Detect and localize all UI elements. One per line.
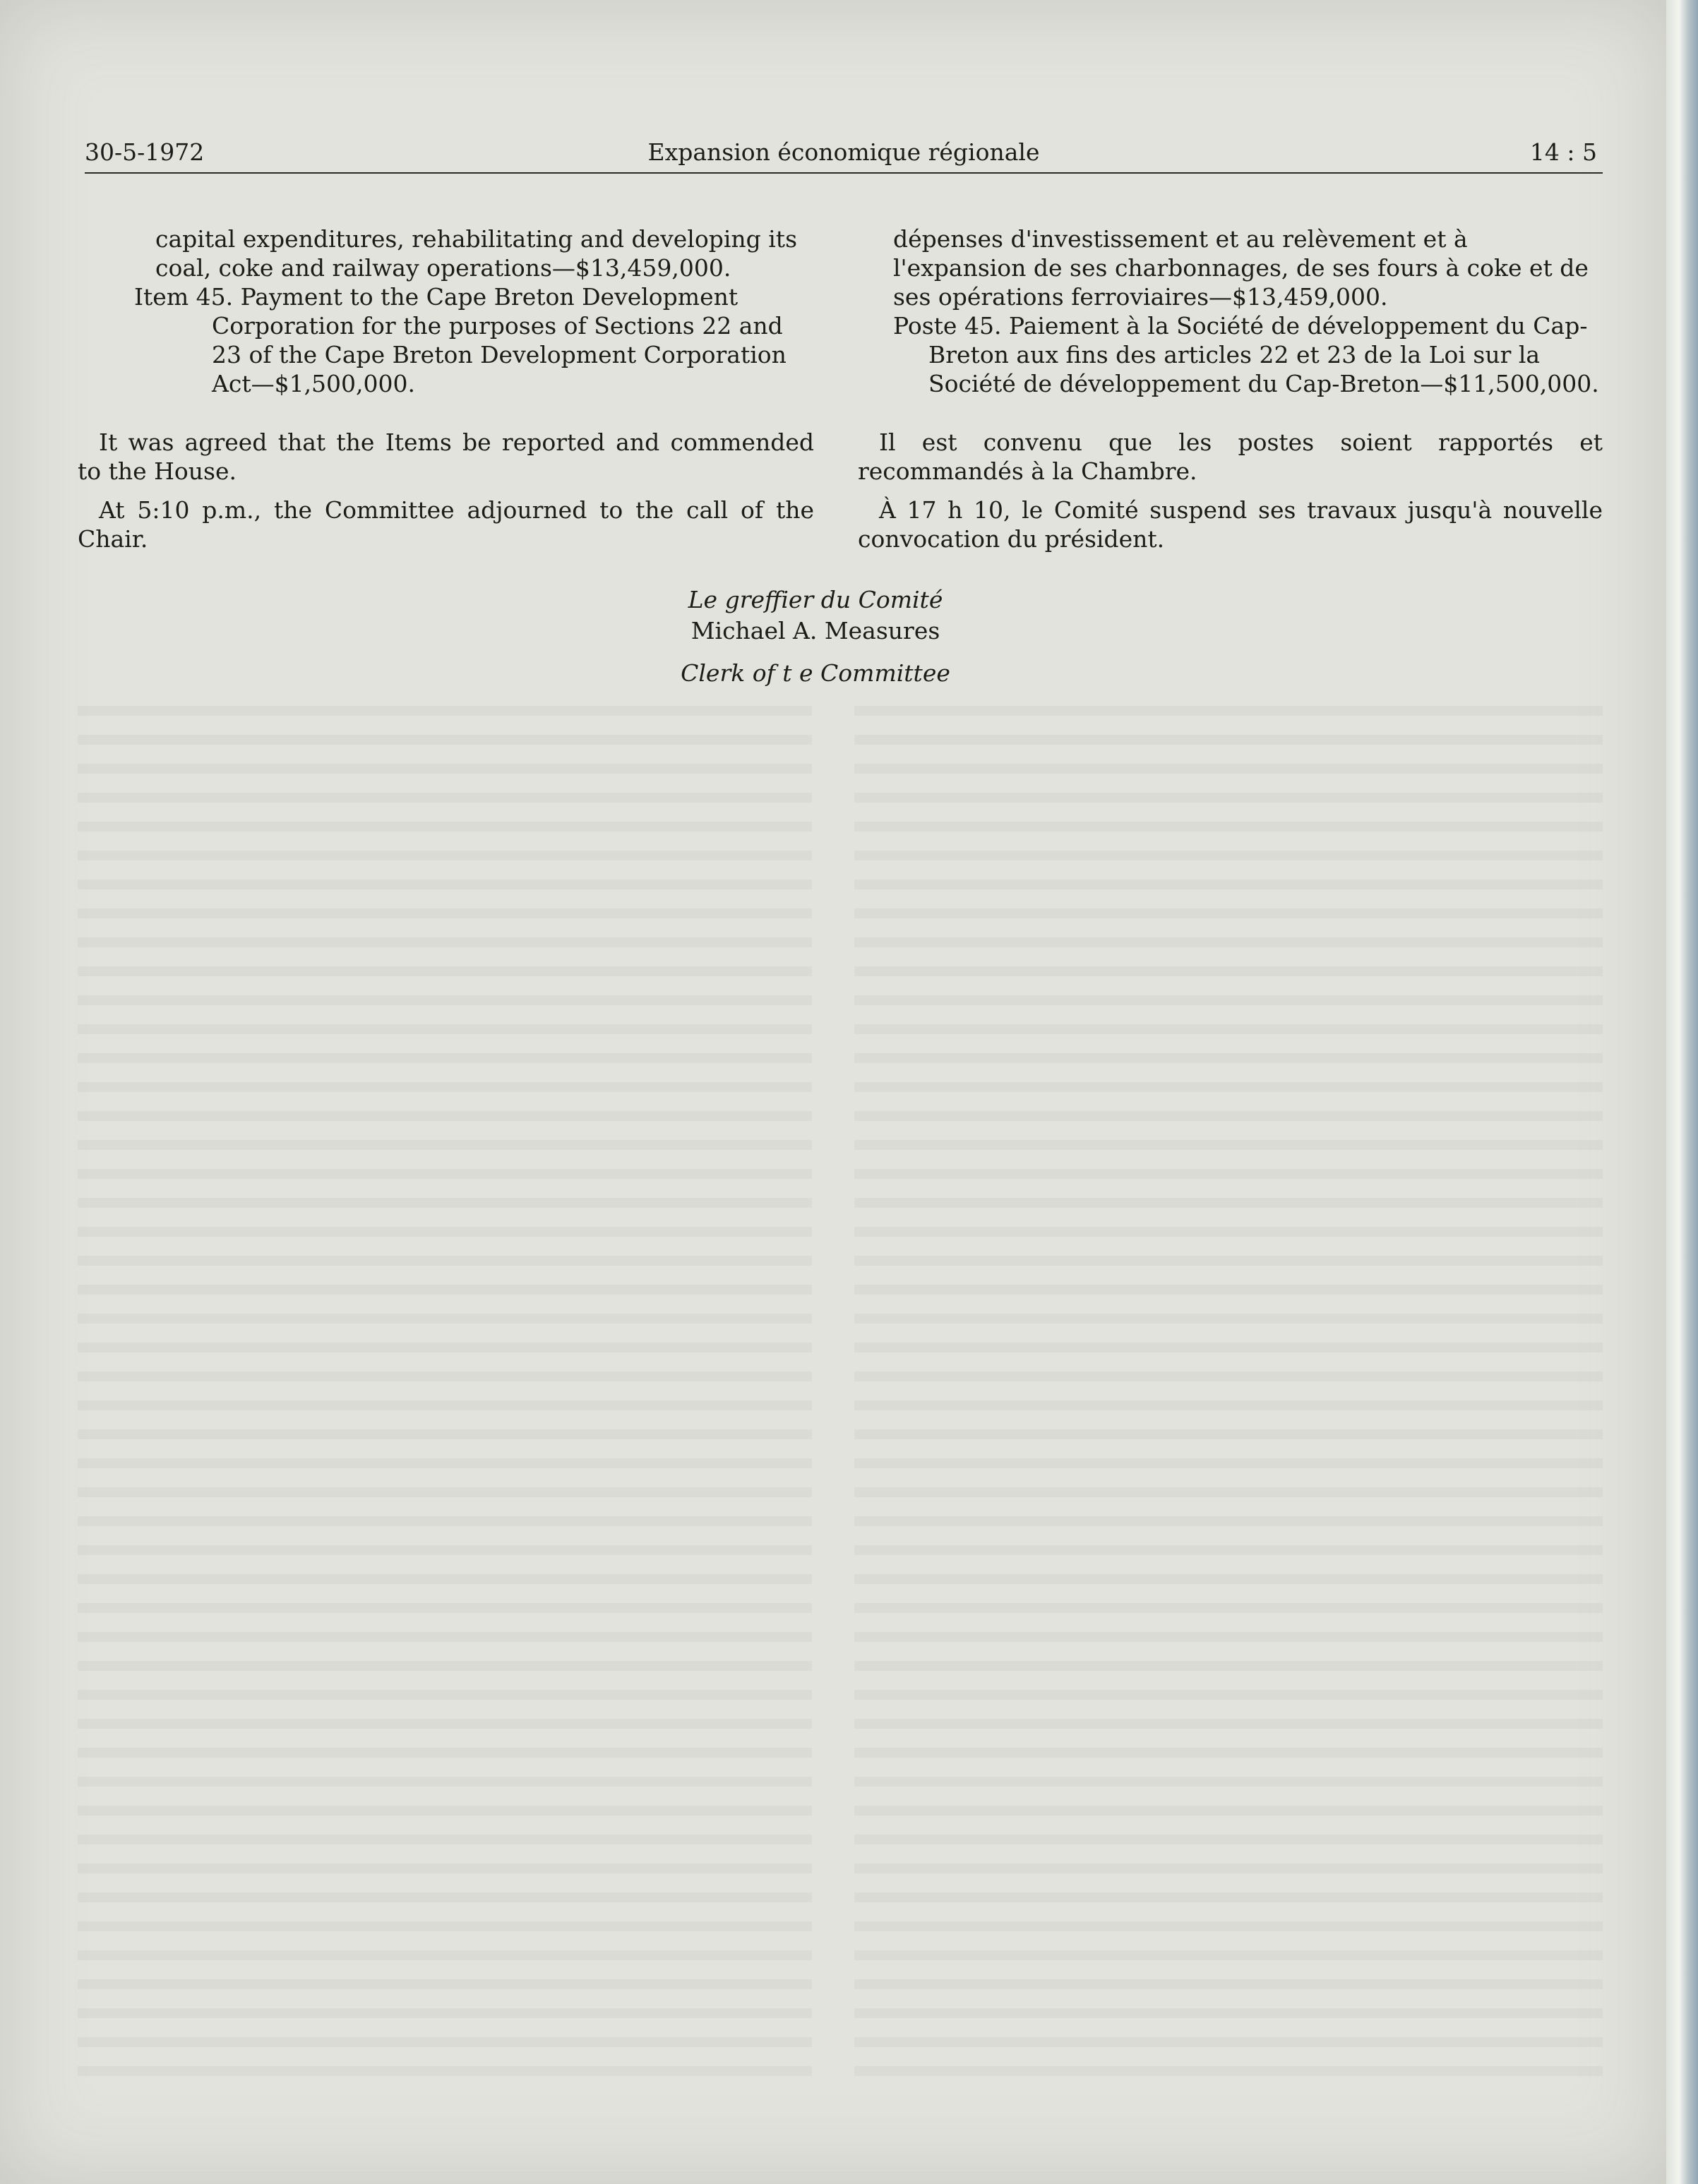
french-agreed-paragraph: Il est convenu que les postes soient rapportés et recommandés à la Chambre. [858, 428, 1603, 485]
english-item-continuation: capital expenditures, rehabilitating and developing its coal, coke and railway operations—$13,459,000. [155, 225, 797, 282]
page-binding-edge [1666, 0, 1698, 2184]
header-title: Expansion économique régionale [647, 138, 1040, 166]
running-header [85, 138, 1603, 174]
header-date: 30-5-1972 [85, 138, 205, 166]
clerk-name: Michael A. Measures [690, 617, 940, 644]
clerk-title-english: Clerk of t e Committee [681, 659, 950, 687]
english-column [78, 224, 814, 553]
french-item-45: Poste 45. Paiement à la Société de développement du Cap-Breton aux fins des articles 22 et 23 de la Loi sur la Société de développement du Cap-Breton—$11,500,000. [893, 312, 1599, 397]
french-column [858, 224, 1603, 553]
french-item-continuation: dépenses d'investissement et au relèvement et à l'expansion de ses charbonnages, de ses fours à coke et de ses opérations ferroviaires—$13,459,000. [893, 225, 1589, 311]
header-page-number: 14 : 5 [1529, 138, 1597, 166]
clerk-title-french: Le greffier du Comité [688, 586, 943, 613]
show-through-gutter [812, 706, 854, 2082]
english-agreed-paragraph: It was agreed that the Items be reported and commended to the House. [78, 428, 814, 485]
clerk-signature-block [642, 584, 988, 689]
french-adjourned-paragraph: À 17 h 10, le Comité suspend ses travaux jusqu'à nouvelle convocation du président. [858, 496, 1603, 553]
english-adjourned-paragraph: At 5:10 p.m., the Committee adjourned to the call of the Chair. [78, 496, 814, 553]
english-item-45: Item 45. Payment to the Cape Breton Development Corporation for the purposes of Sections 22 and 23 of the Cape Breton Development Corporation Act—$1,500,000. [134, 283, 787, 397]
